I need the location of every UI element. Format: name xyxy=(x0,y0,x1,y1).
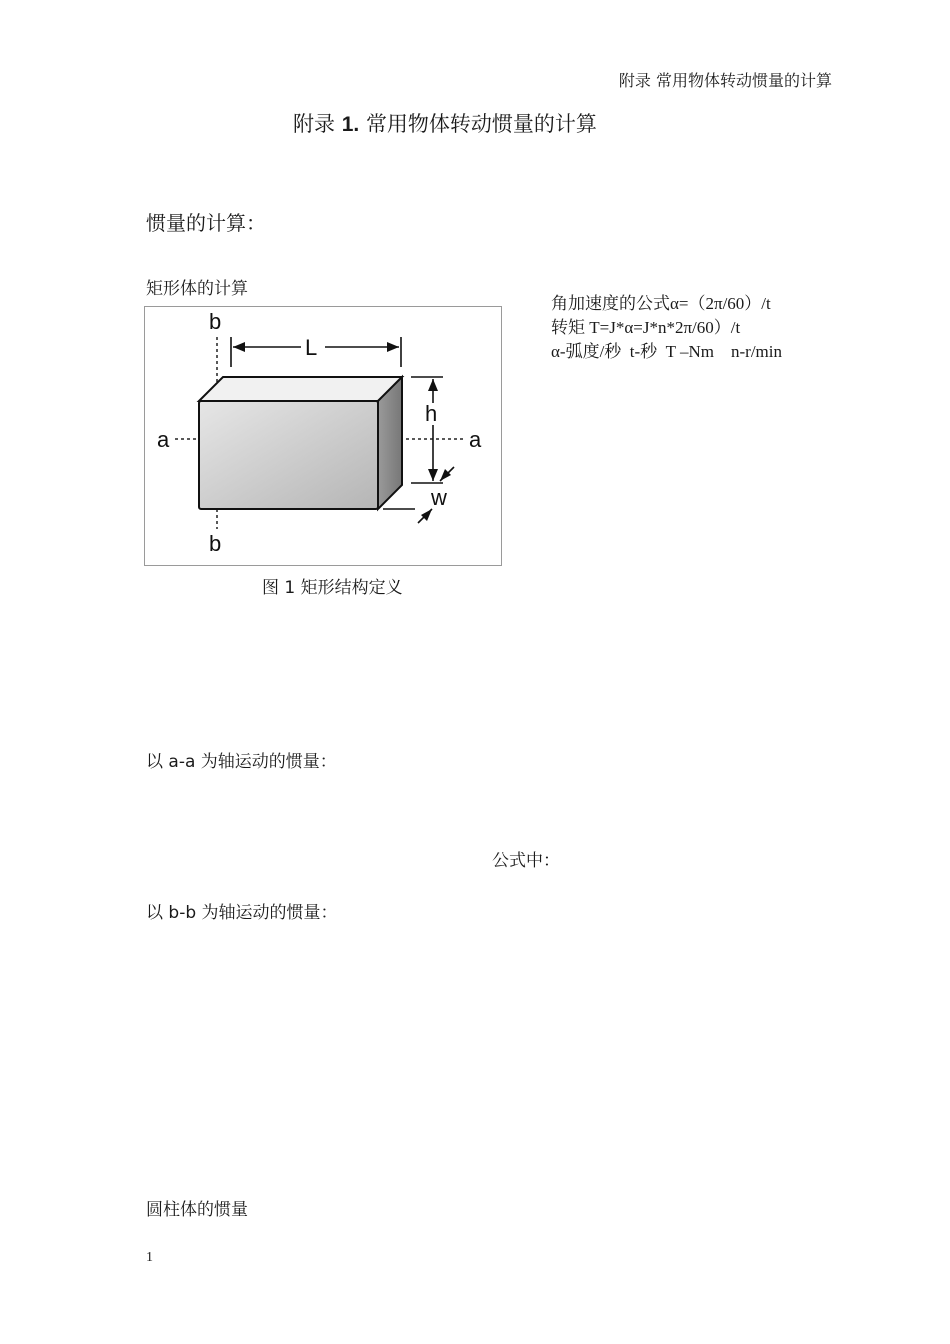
page-number: 1 xyxy=(146,1250,153,1265)
subheading-rectangle: 矩形体的计算 xyxy=(146,279,248,299)
label-height: h xyxy=(425,401,438,426)
box-diagram xyxy=(145,307,503,567)
section-axis-aa: 以 a-a 为轴运动的惯量： xyxy=(146,752,337,772)
formula-torque: 转矩 T=J*α=J*n*2π/60）/t xyxy=(551,318,741,337)
formula-units: α-弧度/秒 t-秒 T –Nm n-r/min xyxy=(551,342,782,361)
section-cylinder: 圆柱体的惯量 xyxy=(146,1200,248,1220)
title-prefix: 附录 xyxy=(293,112,336,136)
section-heading-inertia: 惯量的计算： xyxy=(146,211,266,235)
title-number: 1. xyxy=(341,113,360,136)
label-width: w xyxy=(431,485,447,510)
document-title xyxy=(0,108,890,138)
box-front-face xyxy=(199,401,378,509)
title-text: 常用物体转动惯量的计算 xyxy=(365,112,597,136)
formula-block xyxy=(551,292,782,364)
figure-caption: 图 1 矩形结构定义 xyxy=(262,578,403,598)
label-b-top: b xyxy=(209,309,222,334)
box-side-face xyxy=(378,377,402,509)
running-header: 附录 常用物体转动惯量的计算 xyxy=(618,71,832,90)
height-arrow-bottom-icon xyxy=(428,469,438,481)
box-top-face xyxy=(199,377,402,401)
label-length: L xyxy=(305,335,318,360)
formula-angular-acceleration: 角加速度的公式α=（2π/60）/t xyxy=(551,294,771,313)
formula-note: 公式中： xyxy=(492,851,560,871)
length-arrow-left-icon xyxy=(233,342,245,352)
rectangle-figure xyxy=(144,306,502,566)
label-a-left: a xyxy=(157,427,170,452)
length-arrow-right-icon xyxy=(387,342,399,352)
height-arrow-top-icon xyxy=(428,379,438,391)
label-b-bottom: b xyxy=(209,531,222,556)
label-a-right: a xyxy=(469,427,482,452)
section-axis-bb: 以 b-b 为轴运动的惯量： xyxy=(146,903,338,923)
